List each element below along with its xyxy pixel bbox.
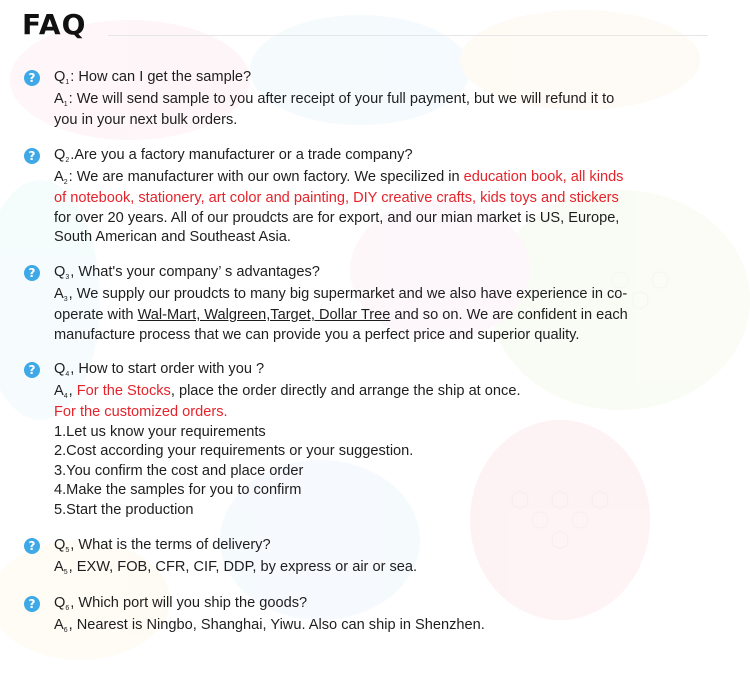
answer-1: $A_1$: We will send sample to you after receipt of your full payment, but we will refund it to <box>54 90 615 108</box>
answer-2: $A_2$: We are manufacturer with our own factory. We specilized in education book, all kinds <box>54 168 624 186</box>
answer-2-cont: for over 20 years. All of our proudcts are for export, and our mian market is US, Europe, <box>54 209 620 226</box>
question-5: $Q_5$, What is the terms of delivery? <box>54 537 271 554</box>
faq-item-2 <box>24 146 734 248</box>
faq-item-1 <box>24 68 734 131</box>
answer-3-cont: manufacture process that we can provide you a perfect price and superior quality. <box>54 326 580 343</box>
question-4: $Q_4$, How to start order with you ? <box>54 361 265 378</box>
highlight-customized-orders: For the customized orders. <box>54 404 228 420</box>
question-circle-icon: ? <box>24 70 40 86</box>
answer-3-cont: operate with Wal-Mart, Walgreen,Target, Dollar Tree and so on. We are confident in each <box>54 307 628 323</box>
answer-4: $A_4$, For the Stocks, place the order directly and arrange the ship at once. <box>54 382 521 400</box>
answer-2-cont: South American and Southeast Asia. <box>54 229 291 245</box>
order-step: 4.Make the samples for you to confirm <box>54 482 302 498</box>
faq-item-3 <box>24 263 734 345</box>
question-circle-icon: ? <box>24 596 40 612</box>
question-circle-icon: ? <box>24 265 40 281</box>
order-step: 2.Cost according your requirements or your suggestion. <box>54 443 414 459</box>
question-2: $Q_2.Are$ you a factory manufacturer or a trade company? <box>54 147 413 164</box>
answer-3: $A_3$, We supply our proudcts to many big supermarket and we also have experience in co- <box>54 285 628 303</box>
retailer-names: Wal-Mart, Walgreen,Target, Dollar Tree <box>137 307 391 323</box>
page-title: FAQ <box>22 8 87 41</box>
order-step: 5.Start the production <box>54 501 194 518</box>
answer-6: $A_6$, Nearest is Ningbo, Shanghai, Yiwu. Also can ship in Shenzhen. <box>54 616 485 634</box>
question-6: $Q_6$, Which port will you ship the goods? <box>54 595 308 612</box>
highlight-product-range-cont: of notebook, stationery, art color and painting, DIY creative crafts, kids toys and stickers <box>54 190 619 206</box>
answer-5: $A_5$, EXW, FOB, CFR, CIF, DDP, by express or air or sea. <box>54 558 418 576</box>
highlight-product-range: education book, all kinds <box>463 168 624 185</box>
faq-item-5 <box>24 536 734 579</box>
order-step: 1.Let us know your requirements <box>54 423 266 440</box>
answer-1-cont: you in your next bulk orders. <box>54 112 238 128</box>
order-step: 3.You confirm the cost and place order <box>54 462 304 479</box>
question-circle-icon: ? <box>24 148 40 164</box>
question-circle-icon: ? <box>24 538 40 554</box>
faq-item-6 <box>24 594 734 637</box>
faq-item-4 <box>24 360 734 520</box>
question-circle-icon: ? <box>24 362 40 378</box>
highlight-stocks: For the Stocks <box>76 382 171 399</box>
question-3: $Q_3$, What's your company’ s advantages? <box>54 264 320 281</box>
title-divider <box>108 35 708 36</box>
question-1: $Q_1$: How can I get the sample? <box>54 69 252 86</box>
